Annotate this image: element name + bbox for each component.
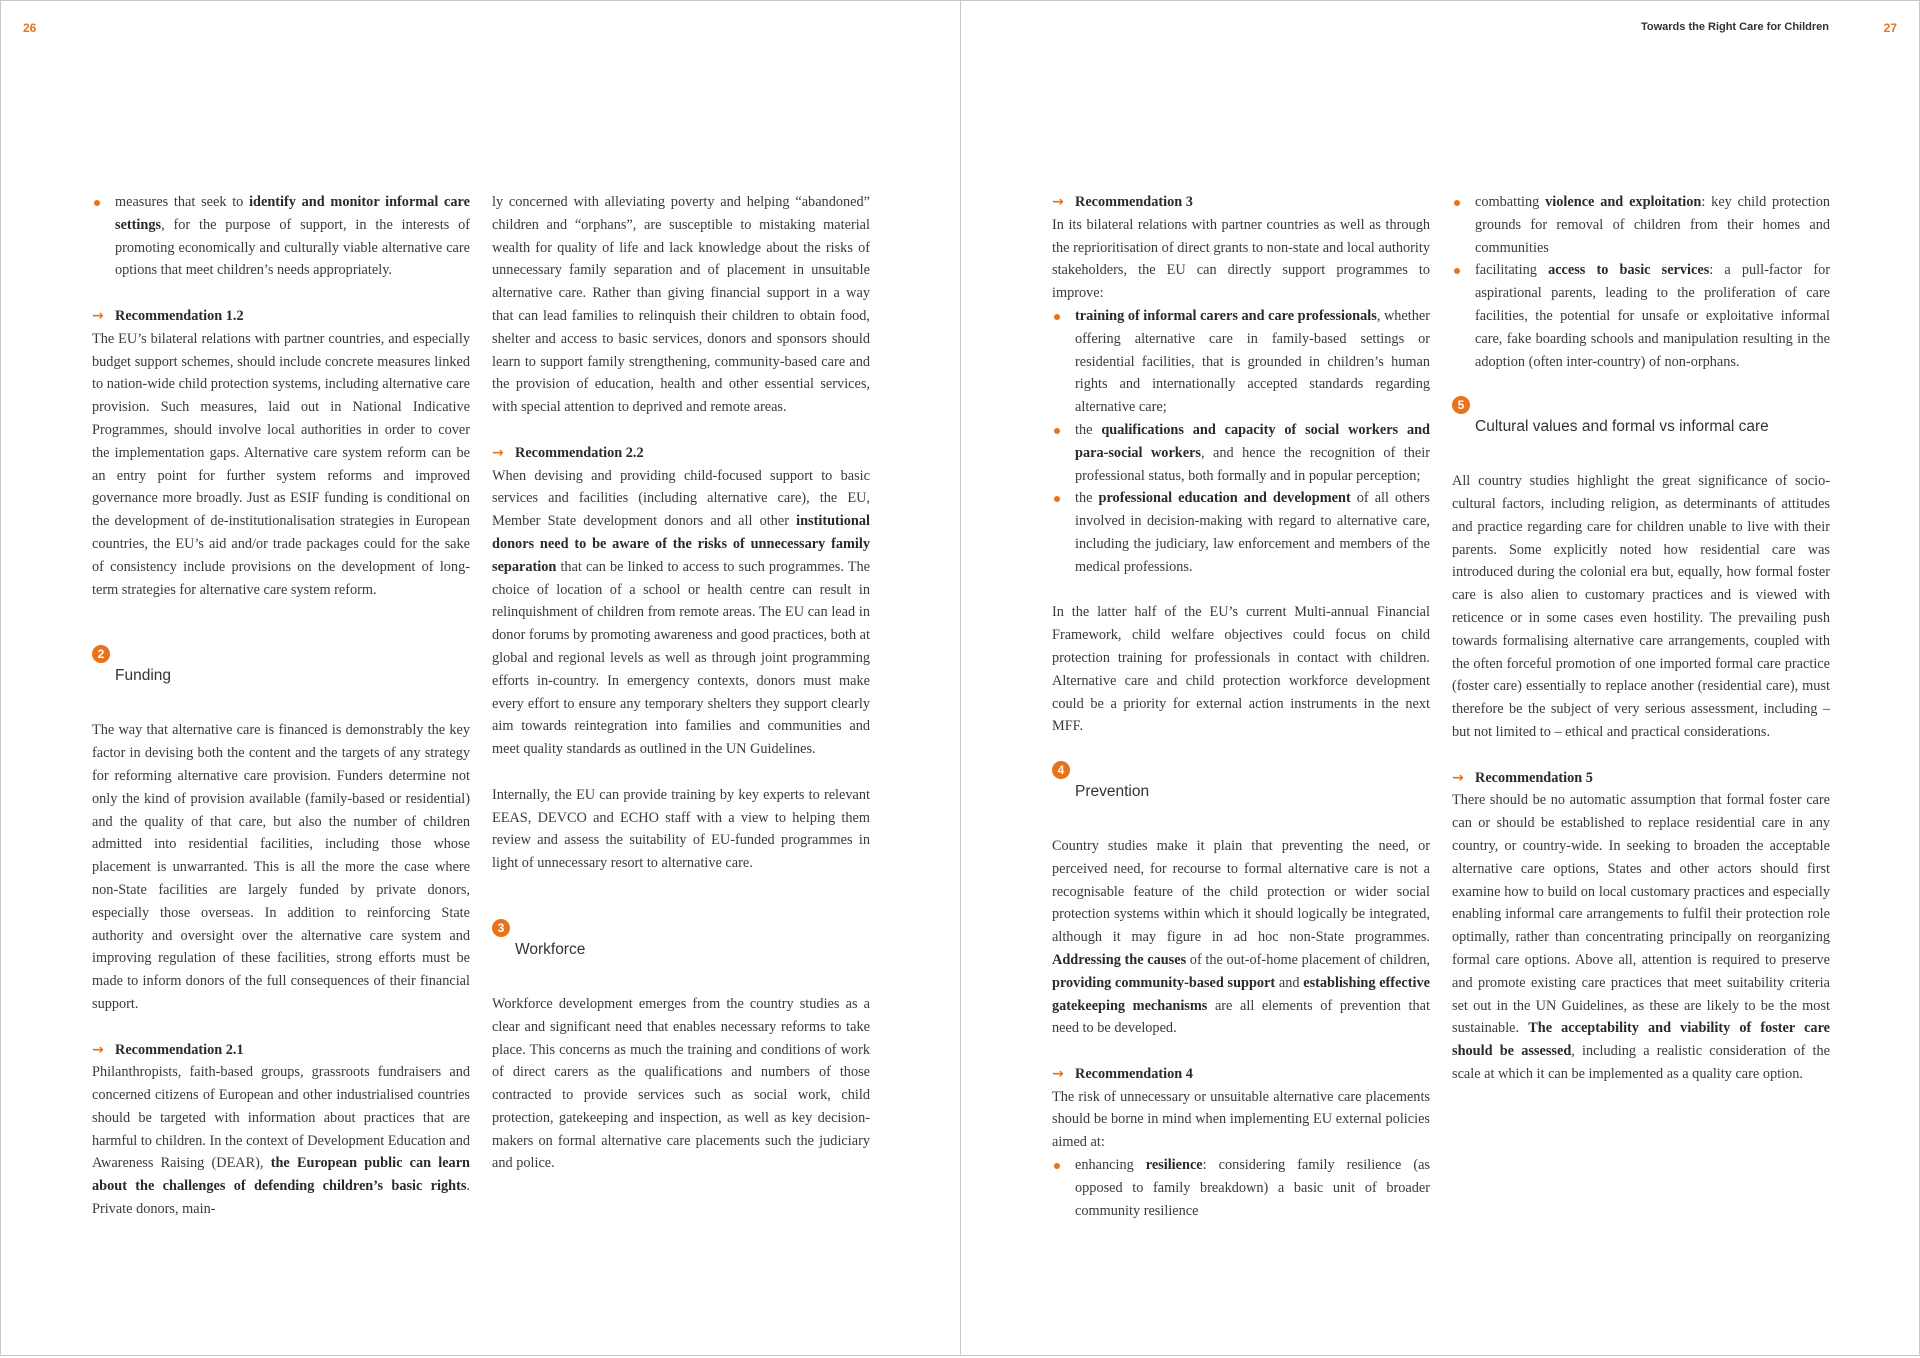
page-number: 27 [1883, 21, 1897, 35]
recommendation-heading: → Recommendation 2.1 [92, 1039, 470, 1062]
bullet-dot-icon [94, 200, 100, 206]
paragraph: The way that alternative care is financed is demonstrably the key factor in devising both the content and the targets of any strategy for reforming alternative care provision. Funders determine not only the kind of provision available (family-based or residential) and the quality of that care, but also the number of children admitted into residential facilities, including those whose placement is unwarranted. This is all the more the case where non-State facilities are largely funded by private donors, especially those overseas. In addition to reinforcing State authority and oversight over the alternative care system and improving regulation of these facilities, strong efforts must be made to inform donors of the full consequences of their financial support. [92, 722, 470, 1012]
bullet-dot-icon [1054, 314, 1060, 320]
bullet-dot-icon [1054, 1163, 1060, 1169]
running-head: Towards the Right Care for Children [1640, 21, 1829, 33]
recommendation-heading: → Recommendation 4 [1052, 1063, 1430, 1086]
arrow-right-icon: → [92, 307, 104, 324]
paragraph: The EU’s bilateral relations with partner countries, and especially budget support schemes, should include concrete measures linked to nation-wide child protection systems, including alternative care provision. Such measures, laid out in National Indicative Programmes, should involve local authorities in order to cover the implementation gaps. Alternative care system reform can be an entry point for further system reforms and improved governance more broadly. Just as ESIF funding is conditional on the development of de-institutionalisation strategies in European countries, the EU’s aid and/or trade packages could for the sake of consistency include provisions on the development of long-term strategies for alternative care system reform. [92, 330, 470, 598]
list-item: the professional education and development of all others involved in decision-making with regard to alternative care, including the judiciary, law enforcement and members of the medical professions. [1052, 487, 1430, 578]
section-title: Prevention [1075, 782, 1150, 800]
column-4 [1452, 191, 1830, 1086]
paragraph: ly concerned with alleviating poverty and helping “abandoned” children and “orphans”, are susceptible to mistaking material wealth for quality of life and lack knowledge about the risks of unnecessary family separation and of placement in unsuitable alternative care. Rather than giving financial support in a way that can lead families to relinquish their children to obtain food, shelter and access to basic services, donors and sponsors should learn to support family strengthening, community-based care and the provision of education, health and other essential services, with special attention to deprived and remote areas. [492, 194, 870, 416]
section-title: Cultural values and formal vs informal care [1475, 418, 1769, 436]
list-item: measures that seek to identify and monitor informal care settings, for the purpose of support, in the interests of promoting economically and culturally viable alternative care options that meet children’s needs appropriately. [92, 191, 470, 282]
paragraph: When devising and providing child-focused support to basic services and facilities (including alternative care), the EU, Member State development donors and all other institutional donors need to be aware of the risks of unnecessary family separation that can be linked to access to such programmes. The choice of location of a school or health centre can result in relinquishment of children from remote areas. The EU can lead in donor forums by promoting awareness and good practices, both at global and regional levels as well as through joint programming efforts in-country. In emergency contexts, donors must make every effort to ensure any temporary shelters they support clearly aim towards reintegration into families and communities and meet quality standards as outlined in the UN Guidelines. [492, 467, 870, 758]
bullet-dot-icon [1054, 428, 1060, 434]
bullet-dot-icon [1454, 268, 1460, 274]
bullet-list [1052, 305, 1430, 579]
recommendation-heading: → Recommendation 3 [1052, 191, 1430, 214]
arrow-right-icon: → [92, 1041, 104, 1058]
section-heading [1452, 396, 1830, 456]
list-item: the qualifications and capacity of social workers and para-social workers, and hence the recognition of their professional status, both formally and in popular perception; [1052, 419, 1430, 487]
recommendation-heading: → Recommendation 5 [1452, 767, 1830, 790]
section-heading [1052, 761, 1430, 821]
bullet-dot-icon [1054, 496, 1060, 502]
bullet-list [1052, 1154, 1430, 1222]
list-item: combatting violence and exploitation: key child protection grounds for removal of children from their homes and communities [1452, 191, 1830, 259]
section-number-badge: 5 [1452, 396, 1470, 414]
paragraph: Philanthropists, faith-based groups, grassroots fundraisers and concerned citizens of European and other industrialised countries should be targeted with information about practices that are harmful to children. In the context of Development Education and Awareness Raising (DEAR), the European public can learn about the challenges of defending children’s basic rights. Private donors, main- [92, 1064, 471, 1218]
list-item: training of informal carers and care professionals, whether offering alternative care in family-based settings or residential facilities, that is grounded in children’s human rights and internationally accepted standards regarding alternative care; [1052, 305, 1430, 419]
paragraph: There should be no automatic assumption that formal foster care can or should be established to replace residential care in any country, or country-wide. In seeking to broaden the acceptable alternative care options, States and other actors should first examine how to build on local customary practices and especially enabling informal care arrangements to fulfil their protection role optimally, rather than concentrating principally on reorganizing formal care options. Above all, attention is required to preserve and promote existing care practices that meet suitability criteria set out in the UN Guidelines, as these are likely to be the most sustainable. The acceptability and viability of foster care should be assessed, including a realistic consideration of the scale at which it can be implemented as a quality care option. [1452, 792, 1831, 1082]
section-title: Workforce [515, 940, 586, 958]
paragraph: Country studies make it plain that preventing the need, or perceived need, for recourse to formal alternative care is not a recognisable feature of the child protection or wider social protection systems within which it should logically be integrated, although it may figure in ad hoc non-State programmes. Addressing the causes of the out-of-home placement of children, providing community-based support and establishing effective gatekeeping mechanisms are all elements of prevention that need to be developed. [1052, 837, 1430, 1037]
paragraph: Workforce development emerges from the country studies as a clear and significant need that enables necessary reforms to take place. This concerns as much the training and conditions of work of direct carers as the qualifications and numbers of those contracted to provide services such as social work, child protection, gatekeeping and inspection, as well as key decision-makers on formal alternative care placements such the judiciary and police. [492, 995, 870, 1172]
section-title: Funding [115, 667, 172, 685]
paragraph: The risk of unnecessary or unsuitable alternative care placements should be borne in mind when implementing EU external policies aimed at: [1052, 1088, 1430, 1151]
bullet-dot-icon [1454, 200, 1460, 206]
recommendation-heading: → Recommendation 2.2 [492, 442, 870, 465]
arrow-right-icon: → [492, 444, 504, 461]
paragraph: All country studies highlight the great significance of socio-cultural factors, including religion, as determinants of attitudes and practice regarding care for children unable to live with their parents. Some explicitly noted how residential care was introduced during the colonial era but, equally, how formal foster care is also alien to customary practices and is viewed with reticence or in some cases even hostility. The prevailing push towards formalising alternative care arrangements, coupled with the often forceful promotion of one imported formal care practice (foster care) essentially to replace another (residential care), must therefore be the subject of very serious assessment, including – but not limited to – ethical and practical considerations. [1452, 473, 1830, 740]
list-item: facilitating access to basic services: a pull-factor for aspirational parents, leading to the proliferation of care facilities, the potential for unsafe or exploitative informal care, fake boarding schools and manipulation resulting in the adoption (often inter-country) of non-orphans. [1452, 259, 1830, 373]
list-item: enhancing resilience: considering family resilience (as opposed to family breakdown) a basic unit of broader community resilience [1052, 1154, 1430, 1222]
section-number-badge: 3 [492, 919, 510, 937]
left-page [0, 0, 961, 1356]
right-page [960, 0, 1920, 1356]
bullet-list [1452, 191, 1830, 373]
page-number: 26 [23, 21, 37, 35]
column-3 [1052, 191, 1430, 1245]
arrow-right-icon: → [1052, 194, 1064, 210]
paragraph: Internally, the EU can provide training by key experts to relevant EEAS, DEVCO and ECHO staff with a view to helping them review and assess the suitability of EU-funded programmes in light of unnecessary resort to alternative care. [492, 786, 870, 872]
bullet-list [92, 191, 470, 282]
section-number-badge: 4 [1052, 761, 1070, 779]
paragraph: In its bilateral relations with partner countries as well as through the reprioritisation of direct grants to non-state and local authority stakeholders, the EU can directly support programmes to improve: [1052, 216, 1430, 302]
section-number-badge: 2 [92, 645, 110, 663]
paragraph: In the latter half of the EU’s current Multi-annual Financial Framework, child welfare objectives could focus on child protection training for professionals in contact with children. Alternative care and child protection workforce development could be a priority for external action instruments in the next MFF. [1052, 604, 1430, 735]
arrow-right-icon: → [1452, 769, 1464, 786]
recommendation-heading: → Recommendation 1.2 [92, 305, 470, 328]
column-1 [92, 191, 470, 1221]
section-heading [92, 645, 470, 705]
column-2 [492, 191, 870, 1175]
arrow-right-icon: → [1052, 1065, 1064, 1082]
section-heading [492, 919, 870, 979]
